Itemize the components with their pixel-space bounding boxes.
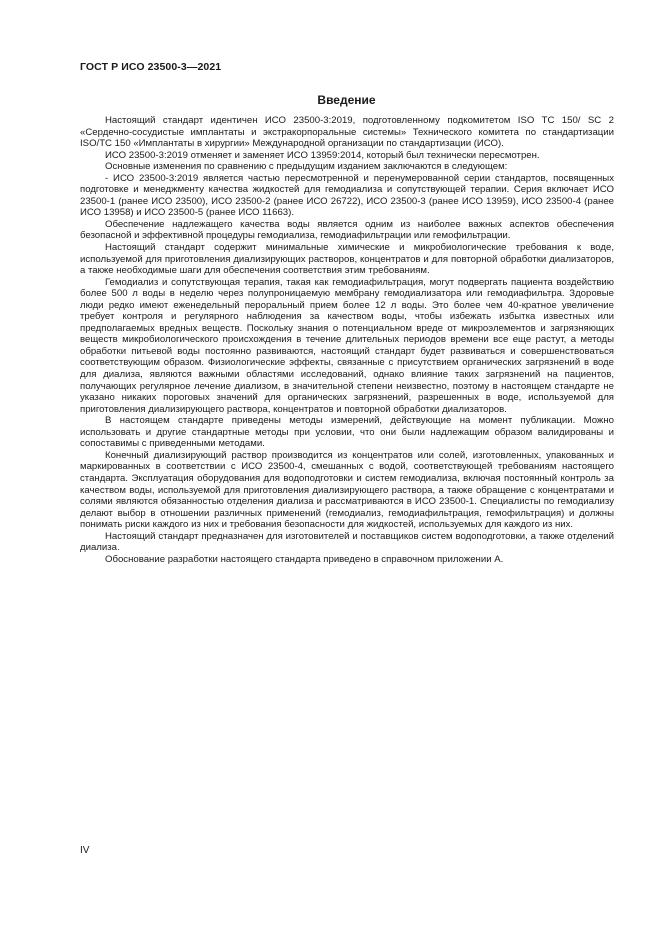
paragraph: Конечный диализирующий раствор производится из концентратов или солей, изготовленных, упакованных и маркированных в соответствии с ИСО 23500-4, смешанных с водой, соответствующей требованиям настоящего стандарта. Эксплуатация оборудования для водоподготовки и систем гемодиализа, включая постоянный контроль за качеством воды, используемой для приготовления диализирующего раствора, а также обращение с концентратами и солями являются обязанностью отделения диализа и рассматриваются в ИСО 23500-1. Специалисты по гемодиализу делают выбор в отношении различных применений (гемодиализ, гемодиафильтрация, гемофильтрация) и должны понимать риски каждого из них и требования безопасности для жидкостей, используемых для каждого из них.: [80, 449, 614, 531]
section-title: Введение: [317, 93, 376, 107]
paragraph: Обоснование разработки настоящего стандарта приведено в справочном приложении А.: [105, 553, 504, 565]
paragraph: Основные изменения по сравнению с предыдущим изданием заключаются в следующем:: [105, 161, 508, 173]
paragraph: Настоящий стандарт предназначен для изготовителей и поставщиков систем водоподготовки, а также отделений диализа.: [80, 530, 614, 554]
paragraph: Настоящий стандарт содержит минимальные химические и микробиологические требования к воде, используемой для приготовления диализирующих растворов, концентратов и для повторной обработки диализаторов, а также необходимые шаги для обеспечения соответствия этим требованиям.: [80, 242, 614, 277]
body-text: [80, 115, 614, 565]
document-header: ГОСТ Р ИСО 23500-3—2021: [80, 61, 222, 73]
paragraph: Гемодиализ и сопутствующая терапия, такая как гемодиафильтрация, могут подвергать пациента воздействию более 500 л воды в неделю через полупроницаемую мембрану гемодиализатора или гемодиафильтра. Здоровые люди редко имеют еженедельный пероральный прием более 12 л воды. Это более чем 40-кратное увеличение требует контроля и регулярного наблюдения за качеством воды, чтобы избежать избытка известных или предполагаемых вредных веществ. Поскольку знания о потенциальном вреде от микроэлементов и загрязняющих веществ микробиологического происхождения в течение длительных периодов времени все еще растут, а методы обработки питьевой воды постоянно развиваются, настоящий стандарт будет развиваться и совершенствоваться соответствующим образом. Физиологические эффекты, связанные с присутствием органических загрязнений в воде для диализа, являются важными областями исследований, однако влияние таких загрязнений на пациентов, получающих регулярное лечение диализом, в значительной степени неизвестно, поэтому в настоящем стандарте не указано никаких пороговых значений для органических загрязнений, разрешенных в воде, используемой для приготовления диализирующего раствора, концентратов и повторной обработки диализаторов.: [80, 276, 614, 415]
paragraph: В настоящем стандарте приведены методы измерений, действующие на момент публикации. Можно использовать и другие стандартные методы при условии, что они были надлежащим образом валидированы и сопоставимы с приведенными методами.: [80, 415, 614, 450]
paragraph: ИСО 23500-3:2019 отменяет и заменяет ИСО 13959:2014, который был технически пересмотрен.: [105, 149, 540, 161]
paragraph: - ИСО 23500-3:2019 является частью пересмотренной и перенумерованной серии стандартов, посвященных подготовке и менеджменту качества жидкостей для гемодиализа и сопутствующей терапии. Серия включает ИСО 23500-1 (ранее ИСО 23500), ИСО 23500-2 (ранее ИСО 26722), ИСО 23500-3 (ранее ИСО 13959), ИСО 23500-4 (ранее ИСО 13958) и ИСО 23500-5 (ранее ИСО 11663).: [80, 172, 614, 219]
paragraph: Настоящий стандарт идентичен ИСО 23500-3:2019, подготовленному подкомитетом ISO TC 150/ SC 2 «Сердечно-сосудистые имплантаты и экстракорпоральные системы» Технического комитета по стандартизации ISO/TC 150 «Имплантаты в хирургии» Международной организации по стандартизации (ИСО).: [80, 115, 614, 150]
paragraph: Обеспечение надлежащего качества воды является одним из наиболее важных аспектов обеспечения безопасной и эффективной процедуры гемодиализа, гемодиафильтрации или гемофильтрации.: [80, 218, 614, 242]
page-number: IV: [80, 845, 90, 856]
